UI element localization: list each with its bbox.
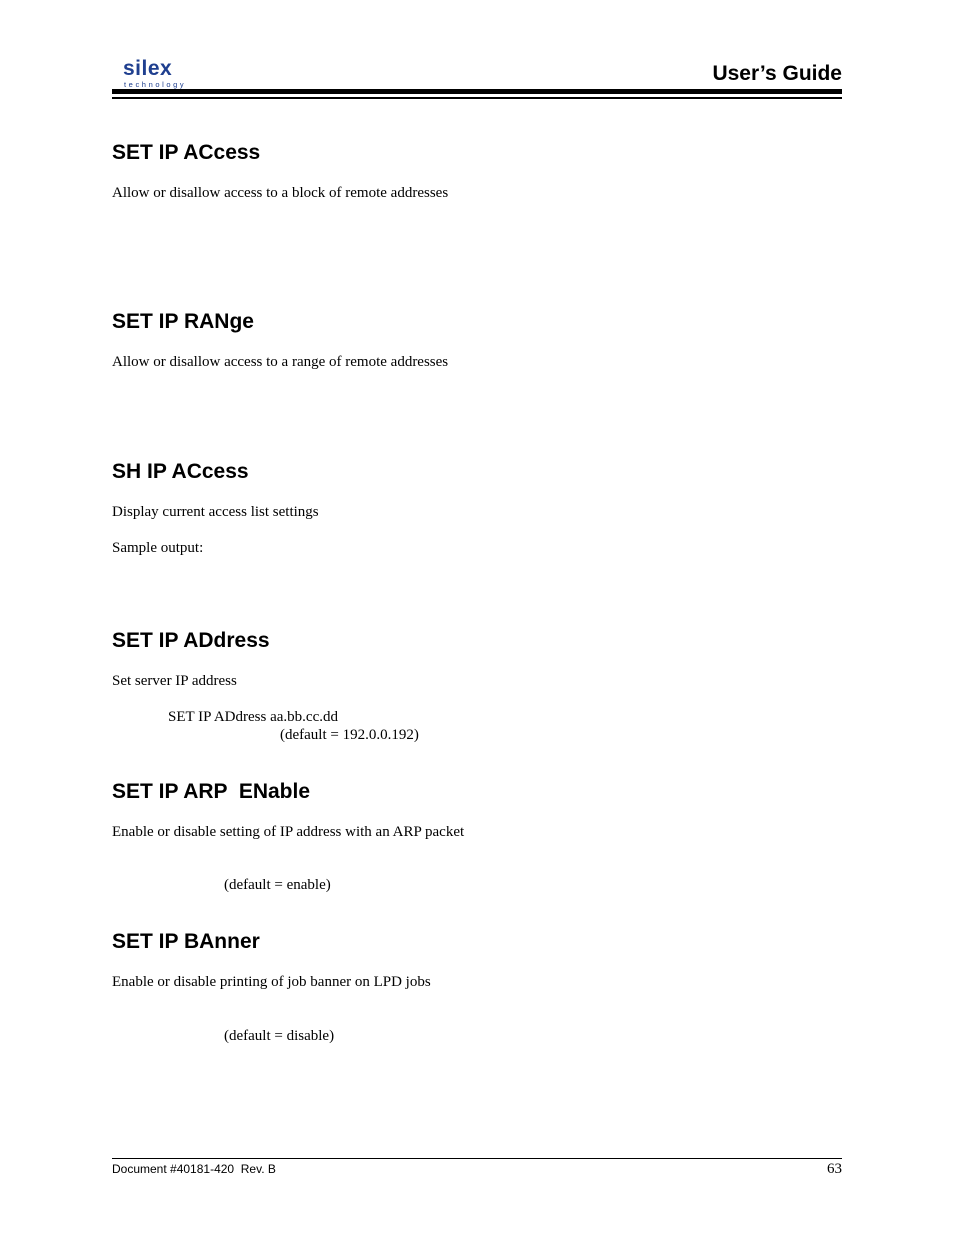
section-description: Display current access list settings	[112, 504, 319, 520]
header-rule-thin	[112, 97, 842, 99]
command-syntax: SET IP ADdress aa.bb.cc.dd	[168, 709, 338, 725]
logo-subtitle: technology	[124, 80, 187, 89]
default-value: (default = disable)	[224, 1028, 335, 1044]
logo-wordmark: silex	[123, 57, 173, 80]
section-description: Set server IP address	[112, 673, 237, 689]
section-heading-set-ip-arp-enable: SET IP ARP ENable	[112, 780, 311, 803]
footer-rule	[112, 1158, 842, 1159]
section-heading-set-ip-range: SET IP RANge	[112, 310, 254, 333]
section-description: Allow or disallow access to a range of remote addresses	[112, 354, 449, 370]
section-heading-set-ip-banner: SET IP BAnner	[112, 930, 260, 953]
section-heading-sh-ip-access: SH IP ACcess	[112, 460, 249, 483]
section-heading-set-ip-access: SET IP ACcess	[112, 141, 261, 164]
header-title: User’s Guide	[712, 62, 842, 85]
footer-document-id: Document #40181-420 Rev. B	[112, 1162, 276, 1176]
section-description: Enable or disable printing of job banner on LPD jobs	[112, 974, 431, 990]
silex-logo	[123, 57, 193, 91]
sample-output-label: Sample output:	[112, 540, 204, 556]
section-description: Allow or disallow access to a block of remote addresses	[112, 185, 449, 201]
section-heading-set-ip-address: SET IP ADdress	[112, 629, 270, 652]
page-number: 63	[827, 1161, 842, 1177]
default-value: (default = enable)	[224, 877, 331, 893]
header-rule-thick	[112, 89, 842, 94]
default-value: (default = 192.0.0.192)	[280, 727, 419, 743]
section-description: Enable or disable setting of IP address with an ARP packet	[112, 824, 465, 840]
